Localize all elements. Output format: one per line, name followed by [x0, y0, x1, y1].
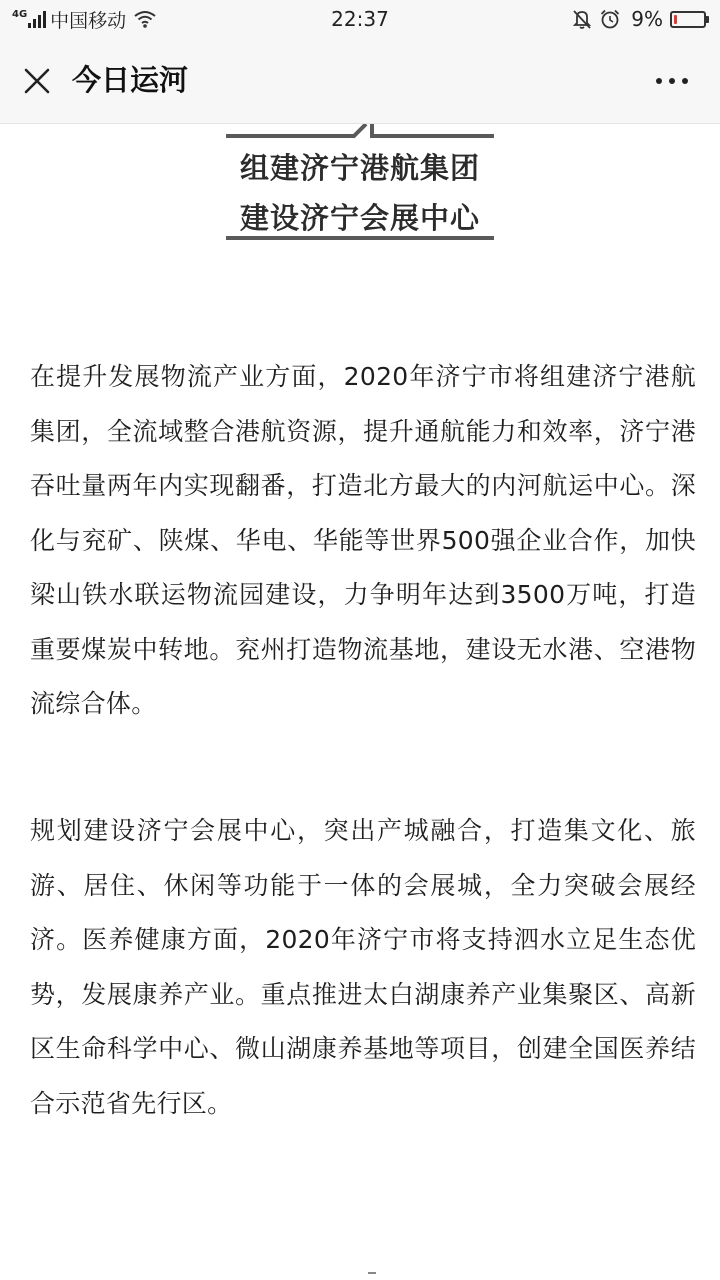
status-bar: [0, 0, 720, 38]
paragraph-2: 规划建设济宁会展中心，突出产城融合，打造集文化、旅游、居住、休闲等功能于一体的会展城，全力突破会展经济。医养健康方面，2020年济宁市将支持泗水立足生态优势，发展康养产业。重点推进太白湖康养产业集聚区、高新区生命科学中心、微山湖康养基地等项目，创建全国医养结合示范省先行区。: [30, 816, 696, 1118]
title-bar: [0, 38, 720, 124]
heading-line-2: 建设济宁会展中心: [239, 201, 480, 235]
scroll-indicator: [368, 1272, 376, 1274]
more-button[interactable]: [652, 66, 692, 96]
battery-icon: [670, 11, 706, 28]
paragraph-1: 在提升发展物流产业方面，2020年济宁市将组建济宁港航集团，全流域整合港航资源，提升通航能力和效率，济宁港吞吐量两年内实现翻番，打造北方最大的内河航运中心。深化与兖矿、陕煤、华电、华能等世界500强企业合作，加快梁山铁水联运物流园建设，力争明年达到3500万吨，打造重要煤炭中转地。兖州打造物流基地，建设无水港、空港物流综合体。: [30, 362, 696, 718]
battery-level: [674, 15, 677, 24]
battery-percent: 9%: [631, 7, 663, 31]
section-heading: [224, 124, 496, 242]
more-icon: [654, 77, 690, 85]
status-right: [565, 7, 706, 31]
network-type: 4G: [12, 9, 28, 20]
carrier-name: 中国移动: [50, 9, 127, 32]
close-button[interactable]: [20, 64, 54, 98]
page-title: 今日运河: [72, 63, 189, 97]
close-icon: [22, 66, 52, 96]
article-content: [0, 124, 720, 1280]
mute-icon: [571, 8, 593, 30]
alarm-icon: [599, 8, 621, 30]
status-time: 22:37: [331, 7, 389, 31]
heading-line-1: 组建济宁港航集团: [239, 151, 480, 185]
